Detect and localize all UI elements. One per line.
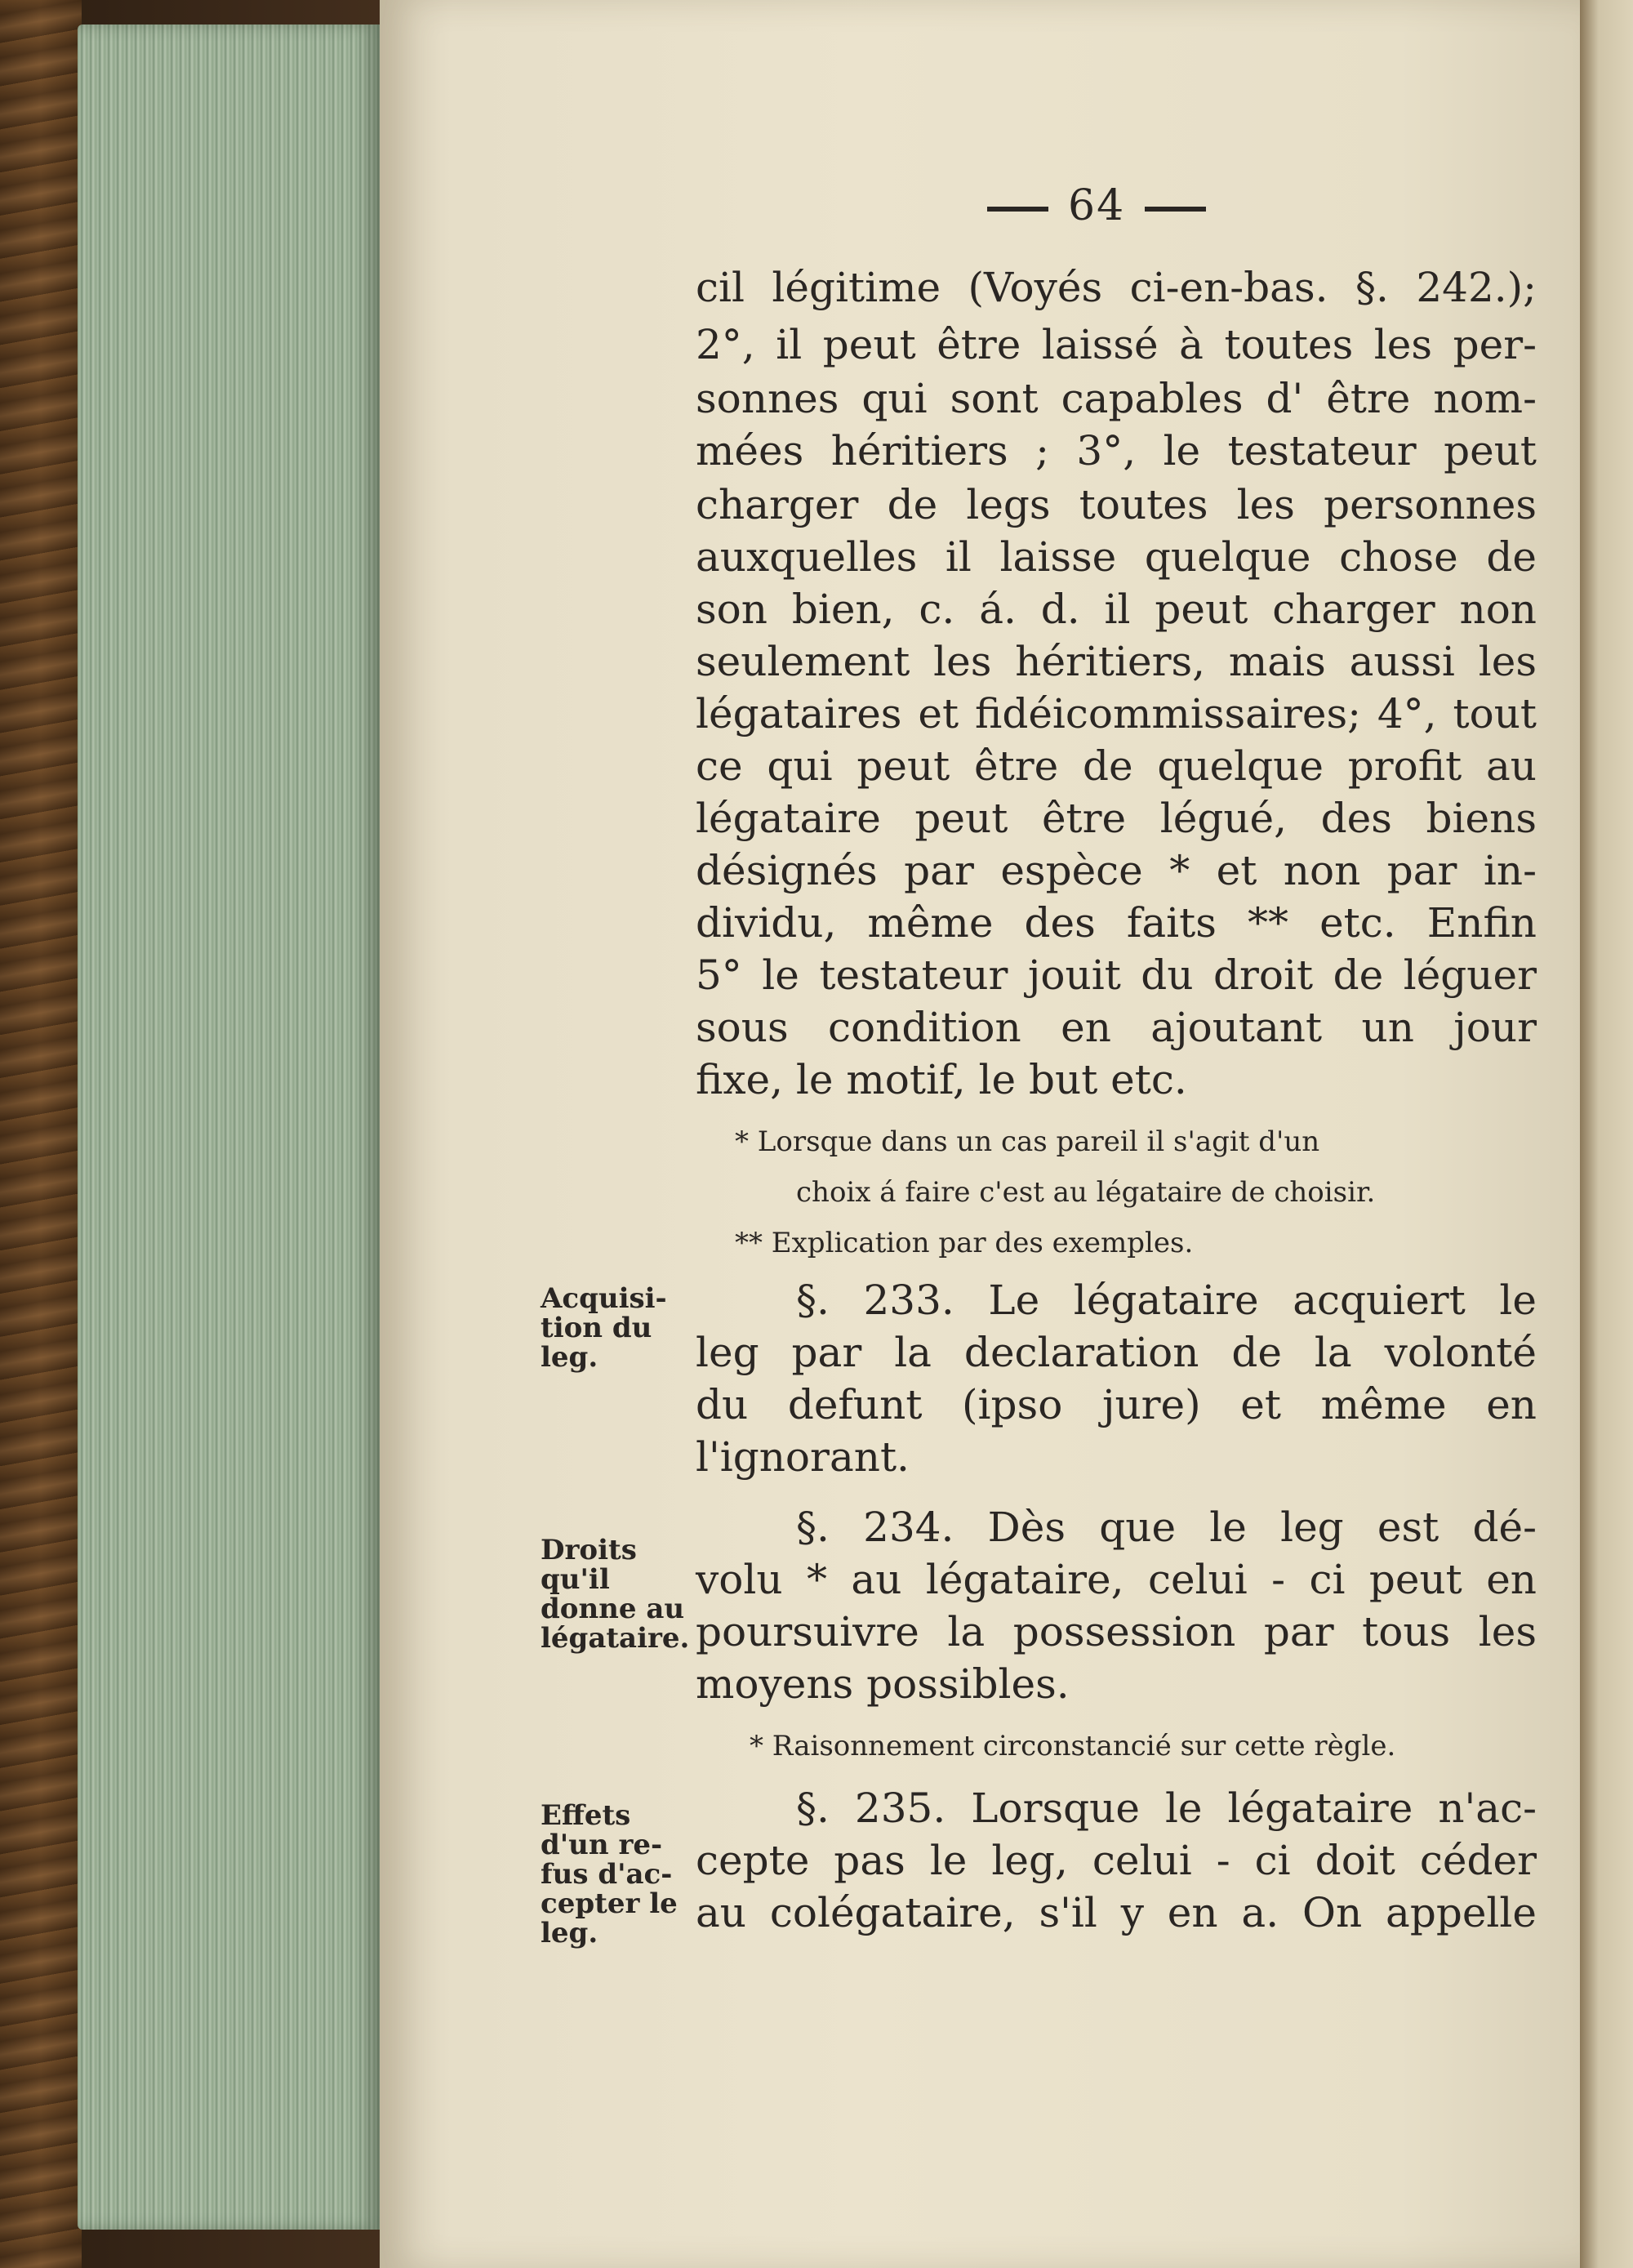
section-235-line: au colégataire, s'il y en a. On appelle	[696, 1889, 1537, 1936]
margin-note-line: leg.	[541, 1917, 598, 1949]
body-line: ce qui peut être de quelque profit au	[696, 742, 1537, 790]
margin-note-line: tion du	[541, 1312, 652, 1344]
page-number-value: 64	[1068, 181, 1126, 230]
margin-note-line: Acquisi-	[541, 1282, 667, 1315]
margin-note-line: Effets	[541, 1799, 631, 1832]
margin-note-235	[541, 1801, 678, 1948]
margin-note-line: Droits	[541, 1534, 637, 1566]
body-line: auxquelles il laisse quelque chose de	[696, 533, 1537, 581]
body-line: cil légitime (Voyés ci-en-bas. §. 242.);	[696, 264, 1537, 311]
body-line: légataire peut être légué, des biens	[696, 795, 1537, 842]
body-line: fixe, le motif, le but etc.	[696, 1056, 1187, 1103]
margin-note-line: fus d'ac-	[541, 1858, 673, 1891]
right-dash	[1145, 207, 1206, 212]
section-233-line: l'ignorant.	[696, 1433, 910, 1481]
body-line: sous condition en ajoutant un jour	[696, 1004, 1537, 1051]
body-line: désignés par espèce * et non par in-	[696, 847, 1537, 894]
footnote: * Raisonnement circonstancié sur cette règle.	[750, 1730, 1396, 1762]
page-number	[968, 181, 1226, 230]
body-line: 2°, il peut être laissé à toutes les per-	[696, 321, 1537, 368]
margin-note-line: qu'il	[541, 1563, 610, 1596]
body-line: sonnes qui sont capables d' être nom-	[696, 375, 1537, 422]
facing-page-edge	[1580, 0, 1633, 2268]
marbled-cover	[0, 0, 82, 2268]
margin-note-line: leg.	[541, 1341, 598, 1374]
body-line: 5° le testateur jouit du droit de léguer	[696, 951, 1537, 999]
footnote: * Lorsque dans un cas pareil il s'agit d'un	[735, 1125, 1320, 1158]
body-line: seulement les héritiers, mais aussi les	[696, 638, 1537, 685]
left-dash	[987, 207, 1048, 212]
margin-note-line: légataire.	[541, 1622, 690, 1655]
body-line: mées héritiers ; 3°, le testateur peut	[696, 427, 1537, 475]
page-edges	[78, 25, 380, 2230]
section-233-line: leg par la declaration de la volonté	[696, 1329, 1537, 1376]
footnote: choix á faire c'est au légataire de choisir.	[796, 1176, 1376, 1209]
section-233-line: §. 233. Le légataire acquiert le	[796, 1277, 1537, 1324]
section-235-line: cepte pas le leg, celui - ci doit céder	[696, 1837, 1537, 1884]
body-line: dividu, même des faits ** etc. Enfin	[696, 899, 1537, 947]
margin-note-line: donne au	[541, 1593, 685, 1625]
margin-note-233	[541, 1284, 667, 1372]
margin-note-line: cepter le	[541, 1887, 678, 1920]
body-line: légataires et fidéicommissaires; 4°, tout	[696, 690, 1537, 737]
section-234-line: poursuivre la possession par tous les	[696, 1608, 1537, 1655]
body-line: charger de legs toutes les personnes	[696, 481, 1537, 528]
section-233-line: du defunt (ipso jure) et même en	[696, 1381, 1537, 1428]
margin-note-234	[541, 1535, 689, 1653]
section-234-line: §. 234. Dès que le leg est dé-	[796, 1504, 1537, 1551]
footnote: ** Explication par des exemples.	[735, 1227, 1194, 1259]
section-235-line: §. 235. Lorsque le légataire n'ac-	[796, 1785, 1537, 1832]
section-234-line: volu * au légataire, celui - ci peut en	[696, 1556, 1537, 1603]
margin-note-line: d'un re-	[541, 1829, 663, 1861]
section-234-line: moyens possibles.	[696, 1660, 1070, 1708]
body-line: son bien, c. á. d. il peut charger non	[696, 586, 1537, 633]
